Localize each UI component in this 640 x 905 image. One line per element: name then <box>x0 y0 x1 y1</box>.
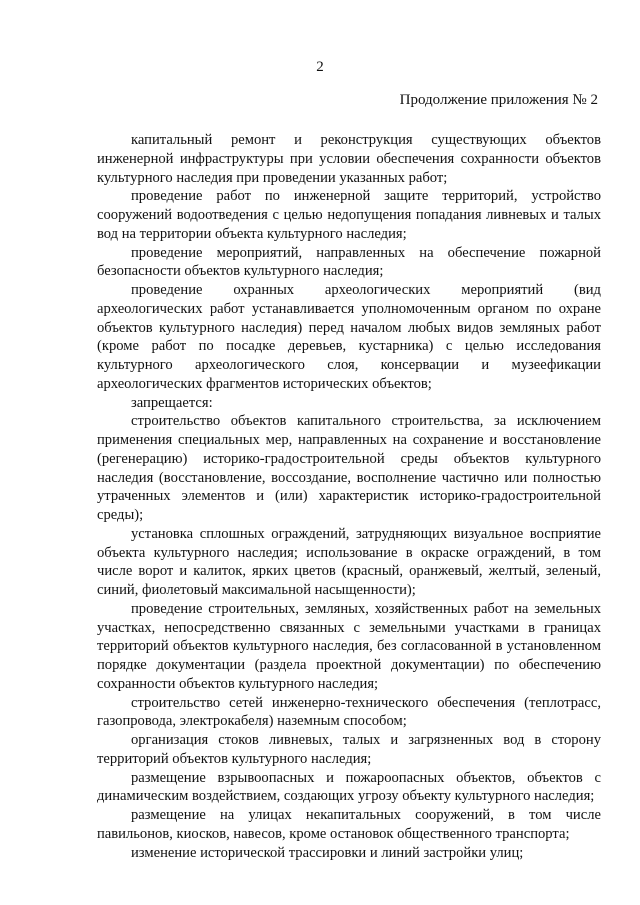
paragraph: размещение взрывоопасных и пожароопасных объектов, объектов с динамическим воздействием, создающих угрозу объекту культурного наследия; <box>97 769 601 805</box>
paragraph: размещение на улицах некапитальных сооружений, в том числе павильонов, киосков, навесов, кроме остановок общественного транспорта; <box>97 807 601 842</box>
page-number: 2 <box>316 59 324 75</box>
paragraph-heading-prohibited: запрещается: <box>131 394 213 411</box>
document-body <box>97 131 601 862</box>
appendix-continuation-note: Продолжение приложения № 2 <box>399 92 598 108</box>
paragraph: строительство сетей инженерно-технического обеспечения (теплотрасс, газопровода, электрокабеля) наземным способом; <box>97 694 601 730</box>
paragraph: проведение строительных, земляных, хозяйственных работ на земельных участках, непосредственно связанных с земельными участками в границах территорий объектов культурного наследия, без согласованной в установленном порядке документации (раздела проектной документации) по обеспечению сохранности объектов культурного наследия; <box>97 600 601 692</box>
paragraph: строительство объектов капитального строительства, за исключением применения специальных мер, направленных на сохранение и восстановление (регенерацию) историко-градостроительной среды объектов культурного наследия (восстановление, воссоздание, восполнение частично или полностью утраченных элементов и (или) характеристик историко-градостроительной среды); <box>97 413 601 523</box>
paragraph: организация стоков ливневых, талых и загрязненных вод в сторону территорий объектов культурного наследия; <box>97 732 601 767</box>
paragraph: капитальный ремонт и реконструкция существующих объектов инженерной инфраструктуры при условии обеспечения сохранности объектов культурного наследия при проведении указанных работ; <box>97 132 601 186</box>
paragraph: изменение исторической трассировки и линий застройки улиц; <box>131 844 524 861</box>
paragraph: установка сплошных ограждений, затрудняющих визуальное восприятие объекта культурного наследия; использование в окраске ограждений, в том числе ворот и калиток, ярких цветов (красный, оранжевый, желтый, зеленый, синий, фиолетовый максимальной насыщенности); <box>97 525 601 598</box>
paragraph: проведение мероприятий, направленных на обеспечение пожарной безопасности объектов культурного наследия; <box>97 244 601 280</box>
paragraph: проведение охранных археологических мероприятий (вид археологических работ устанавливается уполномоченным органом по охране объектов культурного наследия) перед началом любых видов земляных работ (кроме работ по посадке деревьев, кустарника) с целью исследования культурного археологического слоя, консервации и музеефикации археологических фрагментов исторических объектов; <box>97 282 601 392</box>
paragraph: проведение работ по инженерной защите территорий, устройство сооружений водоотведения с целью недопущения попадания ливневых и талых вод на территории объекта культурного наследия; <box>97 188 601 242</box>
